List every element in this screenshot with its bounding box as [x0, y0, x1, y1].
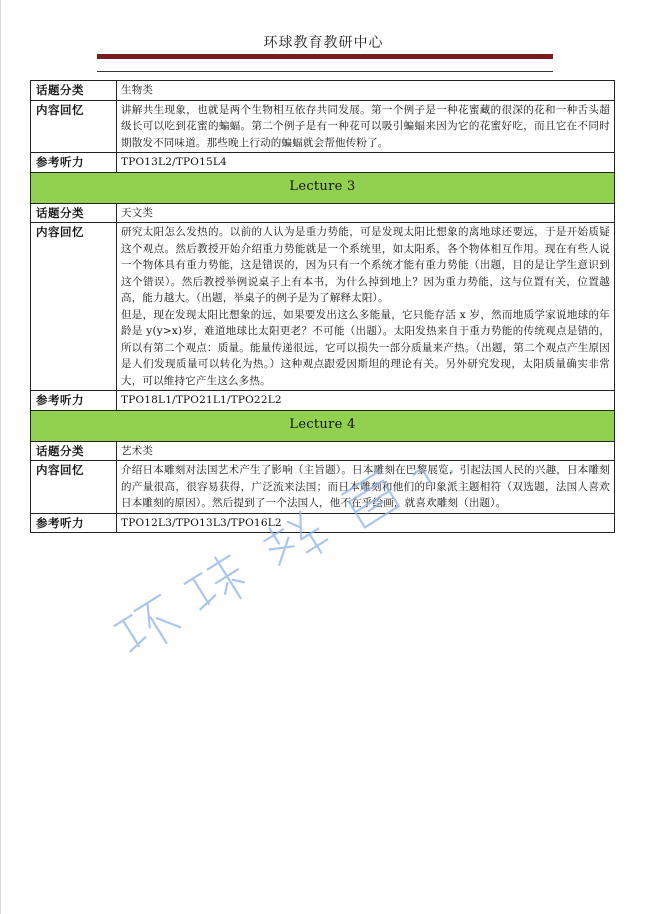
table-row-reference — [31, 153, 615, 173]
page-header-title: 环球教育教研中心 — [263, 35, 384, 51]
table-row-category — [31, 81, 615, 101]
table-row-category — [31, 203, 615, 223]
lecture-header-row — [31, 172, 615, 203]
reference-value: TPO18L1/TPO21L1/TPO22L2 — [117, 391, 615, 411]
content-paragraph: 介绍日本雕刻对法国艺术产生了影响（主旨题）。日本雕刻在巴黎展览，引起法国人民的兴趣，日本雕刻的产量很高，很容易获得，广泛流来法国；而日本雕刻和他们的印象派主题相符（双选题，法国人喜欢日本雕刻的原因）。然后提到了一个法国人，他不在乎绘画，就喜欢雕刻（出题）。 — [121, 464, 610, 509]
table-row-content — [31, 461, 615, 514]
category-value: 生物类 — [117, 81, 615, 101]
content-area — [30, 80, 615, 533]
content-paragraph: 讲解共生现象，也就是两个生物相互依存共同发展。第一个例子是一种花蜜藏的很深的花和一种舌头超级长可以吃到花蜜的蝙蝠。第二个例子是有一种花可以吸引蝙蝠来因为它的花蜜好吃，而且它在不同时期散发不同味道。那些晚上行动的蝙蝠就会帮他传粉了。 — [121, 103, 610, 149]
table-row-reference — [31, 391, 615, 411]
category-value: 天文类 — [117, 203, 615, 223]
content-value — [117, 461, 615, 514]
lecture-title: Lecture 3 — [31, 172, 615, 203]
category-label: 话题分类 — [31, 441, 117, 461]
category-label: 话题分类 — [31, 81, 117, 101]
content-paragraph: 研究太阳怎么发热的。以前的人认为是重力势能，可是发现太阳比想象的离地球还要远，于是开始质疑这个观点。然后教授开始介绍重力势能就是一个系统里，如太阳系，各个物体相互作用。现在有些人说一个物体具有重力势能，这是错误的，因为只有一个系统才能有重力势能（出题，目的是让学生意识到这个错误）。然后教授举例说桌子上有本书，为什么掉到地上？因为重力势能，这与位置有关，位置越高，能力越大。（出题，举桌子的例子是为了解释太阳）。 — [121, 226, 610, 304]
category-value: 艺术类 — [117, 441, 615, 461]
lecture-table — [30, 80, 615, 533]
content-paragraph: 但是，现在发现太阳比想象的远，如果要发出这么多能量，它只能存活 x 岁，然而地质学家说地球的年龄是 y(y>x)岁，难道地球比太阳更老？不可能（出题）。太阳发热来自于重力势能的传统观点是错的，所以有第二个观点：质量。能量传递很远，它可以损失一部分质量来产热。（出题，第二个观点产生原因是人们发现质量可以转化为热。）这种观点跟爱因斯坦的理论有关。另外研究发现，太阳质量确实非常大，可以维持它产生这么多热。 — [121, 308, 610, 387]
header-rule-thin — [97, 71, 553, 72]
table-row-content — [31, 100, 615, 153]
table-row-reference — [31, 513, 615, 533]
lecture-title: Lecture 4 — [31, 410, 615, 441]
content-value — [117, 100, 615, 153]
header-rule-thick — [97, 54, 553, 59]
reference-value: TPO12L3/TPO13L3/TPO16L2 — [117, 513, 615, 533]
content-label: 内容回忆 — [31, 223, 117, 391]
content-value — [117, 223, 615, 391]
reference-label: 参考听力 — [31, 513, 117, 533]
lecture-header-row — [31, 410, 615, 441]
reference-value: TPO13L2/TPO15L4 — [117, 153, 615, 173]
table-row-content — [31, 223, 615, 391]
reference-label: 参考听力 — [31, 391, 117, 411]
reference-label: 参考听力 — [31, 153, 117, 173]
category-label: 话题分类 — [31, 203, 117, 223]
content-label: 内容回忆 — [31, 100, 117, 153]
content-label: 内容回忆 — [31, 461, 117, 514]
table-row-category — [31, 441, 615, 461]
